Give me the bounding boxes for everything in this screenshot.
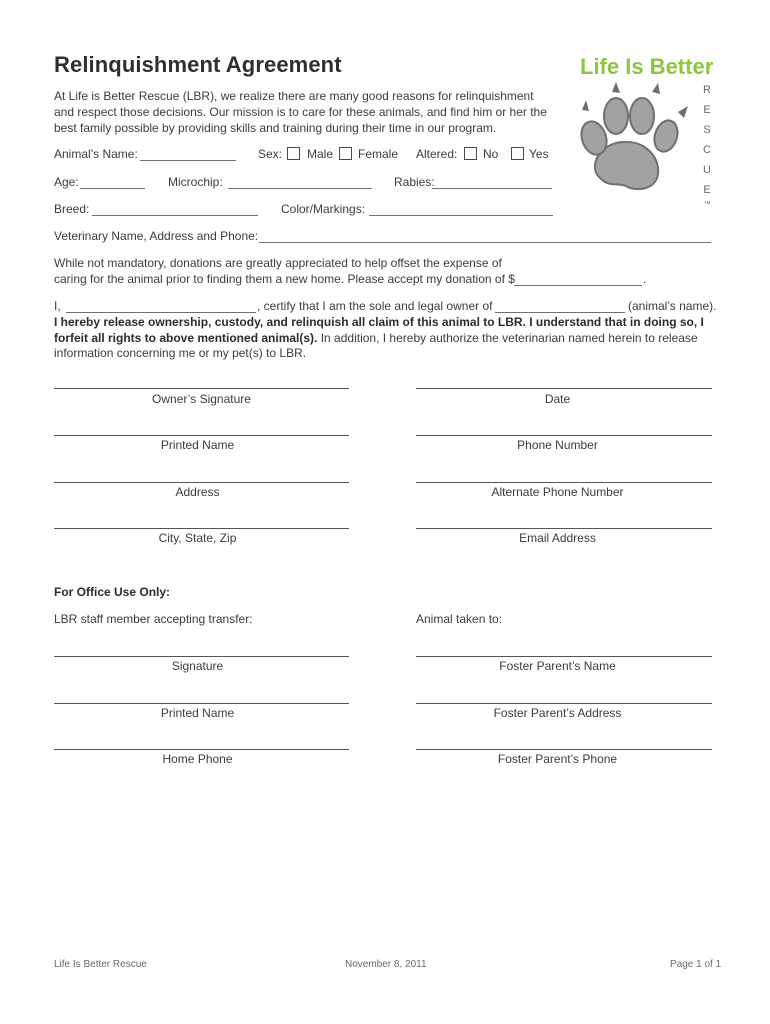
office-printed-name-label: Printed Name — [160, 706, 235, 720]
male-checkbox[interactable] — [287, 147, 300, 160]
date-line[interactable] — [416, 388, 712, 389]
donation-amount-field[interactable] — [514, 285, 642, 286]
phone-number-label: Phone Number — [517, 438, 598, 452]
male-label: Male — [307, 147, 334, 161]
altered-yes-checkbox[interactable] — [511, 147, 524, 160]
animal-taken-to-label: Animal taken to: — [416, 612, 503, 626]
certify-end: (animal’s name). — [628, 299, 717, 313]
foster-phone-label: Foster Parent’s Phone — [497, 752, 618, 766]
address-label: Address — [175, 485, 220, 499]
release-statement-line-2: forfeit all rights to above mentioned animal(s). In addition, I hereby authorize the veterinarian named herein to release — [54, 331, 698, 345]
office-use-heading: For Office Use Only: — [54, 585, 171, 599]
breed-field[interactable] — [92, 215, 258, 216]
microchip-field[interactable] — [228, 188, 372, 189]
color-markings-field[interactable] — [369, 215, 553, 216]
release-statement-bold: I hereby release ownership, custody, and relinquish all claim of this animal to LBR. I understand that in doing so, I — [54, 315, 704, 329]
printed-name-label: Printed Name — [160, 438, 235, 452]
rabies-field[interactable] — [432, 188, 552, 189]
printed-name-line[interactable] — [54, 435, 349, 436]
no-label: No — [483, 147, 499, 161]
donation-line-2: caring for the animal prior to finding them a new home. Please accept my donation of $ — [54, 272, 515, 286]
donation-period: . — [643, 272, 647, 286]
owner-signature-label: Owner’s Signature — [152, 392, 251, 406]
release-statement-line-3: information concerning me or my pet(s) to LBR. — [54, 346, 307, 360]
female-label: Female — [358, 147, 399, 161]
address-line[interactable] — [54, 482, 349, 483]
page-title: Relinquishment Agreement — [54, 52, 342, 77]
foster-address-line[interactable] — [416, 703, 712, 704]
vet-label: Veterinary Name, Address and Phone: — [54, 229, 259, 243]
age-label: Age: — [54, 175, 79, 189]
office-printed-name-line[interactable] — [54, 703, 349, 704]
foster-name-label: Foster Parent’s Name — [499, 659, 616, 673]
rabies-label: Rabies: — [394, 175, 435, 189]
certify-mid: , certify that I am the sole and legal owner of — [257, 299, 493, 313]
alt-phone-line[interactable] — [416, 482, 712, 483]
logo-text: Life Is Better — [580, 54, 714, 79]
email-label: Email Address — [519, 531, 596, 545]
animal-name-label: Animal’s Name: — [54, 147, 138, 161]
vet-field[interactable] — [259, 242, 711, 243]
breed-label: Breed: — [54, 202, 90, 216]
age-field[interactable] — [80, 188, 145, 189]
phone-number-line[interactable] — [416, 435, 712, 436]
foster-name-line[interactable] — [416, 656, 712, 657]
foster-address-label: Foster Parent’s Address — [493, 706, 622, 720]
alt-phone-label: Alternate Phone Number — [491, 485, 624, 499]
altered-no-checkbox[interactable] — [464, 147, 477, 160]
owner-signature-line[interactable] — [54, 388, 349, 389]
yes-label: Yes — [529, 147, 549, 161]
footer-org: Life Is Better Rescue — [54, 959, 147, 970]
microchip-label: Microchip: — [168, 175, 223, 189]
rescue-vertical-text: R E S C U E ™ — [703, 84, 711, 208]
animal-name-certify-field[interactable] — [495, 312, 625, 313]
city-state-zip-line[interactable] — [54, 528, 349, 529]
sex-label: Sex: — [258, 147, 283, 161]
email-line[interactable] — [416, 528, 712, 529]
animal-name-field[interactable] — [140, 160, 236, 161]
certify-i: I, — [54, 299, 61, 313]
home-phone-label: Home Phone — [162, 752, 233, 766]
paw-logo-icon — [572, 82, 697, 207]
staff-accepting-label: LBR staff member accepting transfer: — [54, 612, 253, 626]
footer-page: Page 1 of 1 — [670, 959, 722, 970]
color-markings-label: Color/Markings: — [281, 202, 366, 216]
date-label: Date — [544, 392, 571, 406]
owner-name-field[interactable] — [66, 312, 256, 313]
altered-label: Altered: — [416, 147, 458, 161]
office-signature-label: Signature — [171, 659, 224, 673]
home-phone-line[interactable] — [54, 749, 349, 750]
footer-date: November 8, 2011 — [345, 959, 427, 970]
intro-paragraph: At Life is Better Rescue (LBR), we realize there are many good reasons for relinquishment and respect those decisions. Our mission is to care for these animals, and find him or her the best family possible by providing skills and training during their time in our program. — [54, 89, 547, 135]
donation-line-1: While not mandatory, donations are greatly appreciated to help offset the expense of — [54, 256, 502, 270]
office-signature-line[interactable] — [54, 656, 349, 657]
foster-phone-line[interactable] — [416, 749, 712, 750]
female-checkbox[interactable] — [339, 147, 352, 160]
city-state-zip-label: City, State, Zip — [158, 531, 237, 545]
